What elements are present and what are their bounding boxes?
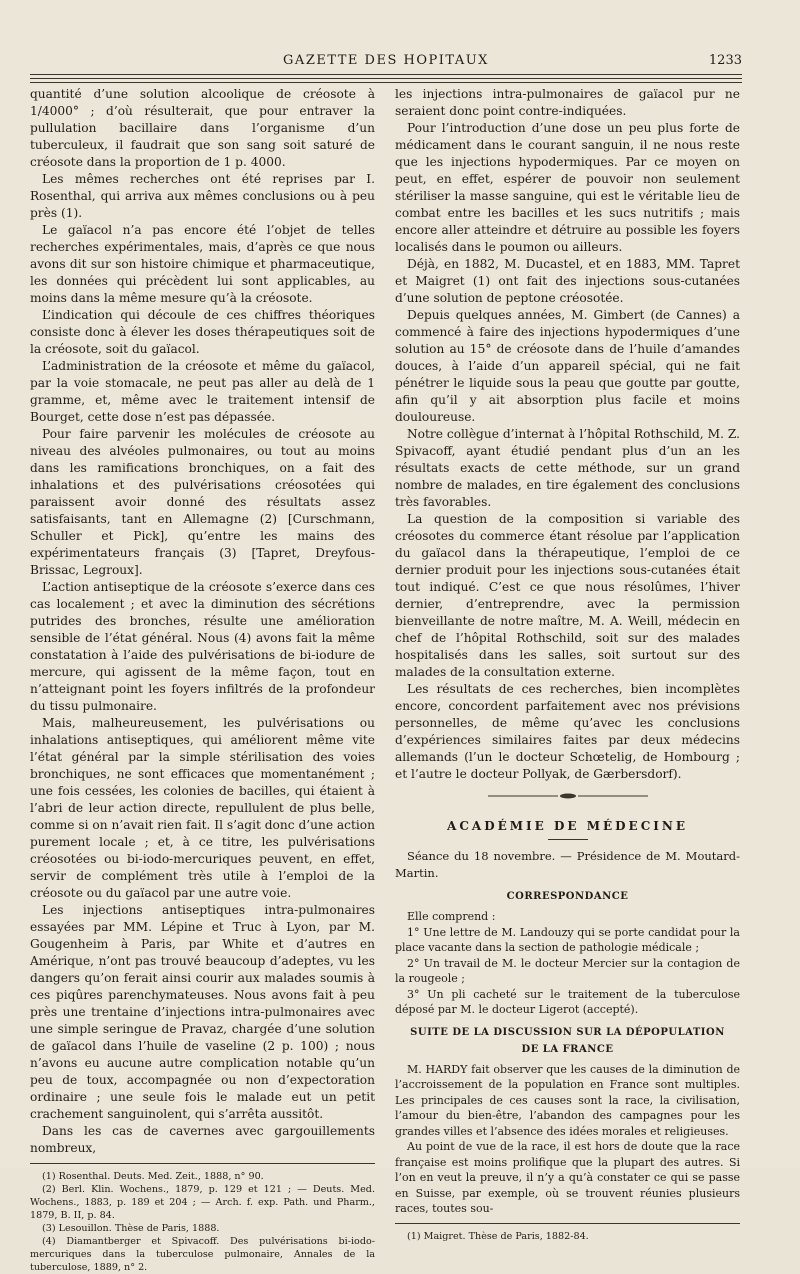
paragraph: M. HARDY fait observer que les causes de la diminution de l’accroissement de la population en France sont multiples. Les principales de ces causes sont la race, la civilisation, l’amour du bien-être, l’abandon des campagnes pour les grandes villes et l’absence des idées morales et religieuses. <box>395 1062 740 1138</box>
page-header <box>30 50 742 72</box>
paragraph: Les mêmes recherches ont été reprises par I. Rosenthal, qui arriva aux mêmes conclusions ou à peu près (1). <box>30 172 375 220</box>
paragraph: Notre collègue d’internat à l’hôpital Rothschild, M. Z. Spivacoff, ayant étudié pendant plus d’un an les résultats exacts de cette méthode, sur un grand nombre de malades, en tire également des conclusions très favorables. <box>395 427 740 509</box>
paragraph: Au point de vue de la race, il est hors de doute que la race française est moins prolifique que la plupart des autres. Si l’on en veut la preuve, il n’y a qu’à constater ce qui se passe en Suisse, par exemple, où se trouvent réunies plusieurs races, toutes sou- <box>395 1140 740 1215</box>
section-title: ACADÉMIE DE MÉDECINE <box>447 819 688 833</box>
journal-title: GAZETTE DES HOPITAUX <box>283 53 489 68</box>
paragraph: Depuis quelques années, M. Gimbert (de Cannes) a commencé à faire des injections hypodermiques d’une solution au 15° de créosote dans de l’huile d’amandes douces, à l’aide d’un appareil spécial, qui ne fait pénétrer le liquide sous la peau que goutte par goutte, afin qu’il y ait absorption plus facile et moins douloureuse. <box>395 308 740 424</box>
short-rule <box>548 839 588 840</box>
paragraph: L’administration de la créosote et même du gaïacol, par la voie stomacale, ne peut pas aller au delà de 1 gramme, et, même avec le traitement intensif de Bourget, cette dose n’est pas dépassée. <box>30 359 375 424</box>
header-rule <box>30 74 742 75</box>
subsection-title: DE LA FRANCE <box>521 1043 614 1055</box>
paragraph: 3° Un pli cacheté sur le traitement de la tuberculose déposé par M. le docteur Ligerot (accepté). <box>395 987 740 1016</box>
paragraph: les injections intra-pulmonaires de gaïacol pur ne seraient donc point contre-indiquées. <box>395 87 740 118</box>
paragraph: Elle comprend : <box>407 910 496 923</box>
paragraph: Les injections antiseptiques intra-pulmonaires essayées par MM. Lépine et Truc à Lyon, par M. Gougenheim à Paris, par White et d’autres en Amérique, n’ont pas trouvé beaucoup d’adeptes, vu les dangers qu’on ferait ainsi courir aux malades soumis à ces piqûres parenchymateuses. Nous avons fait à peu près une trentaine d’injections intra-pulmonaires avec une simple seringue de Pravaz, chargée d’une solution de gaïacol dans l’huile de vaseline (2 p. 100) ; nous n’avons eu aucune autre complication notable qu’un peu de toux, accompagnée ou non d’expectoration ordinaire ; une seule fois le malade eut un petit crachement sanguinolent, qui s’arrêta aussitôt. <box>30 903 375 1121</box>
footnote: (1) Maigret. Thèse de Paris, 1882-84. <box>407 1230 589 1242</box>
subsection-title: SUITE DE LA DISCUSSION SUR LA DÉPOPULATION <box>410 1026 725 1038</box>
session-line: Séance du 18 novembre. — Présidence de M. Moutard-Martin. <box>395 849 740 880</box>
subsection-title: CORRESPONDANCE <box>506 891 629 902</box>
paragraph: Mais, malheureusement, les pulvérisations ou inhalations antiseptiques, qui améliorent même vite l’état général par la simple stérilisation des voies bronchiques, ne sont efficaces que momentanément ; une fois cessées, les colonies de bacilles, qui étaient à l’abri de leur action directe, repullulent de plus belle, comme si on n’avait rien fait. Il s’agit donc d’une action purement locale ; et, à ce titre, les pulvérisations créosotées ou bi-iodo-mercuriques peuvent, en effet, servir de complément très utile à l’emploi de la créosote ou du gaïacol par une autre voie. <box>30 716 375 900</box>
paragraph: Le gaïacol n’a pas encore été l’objet de telles recherches expérimentales, mais, d’après ce que nous avons dit sur son histoire chimique et pharmaceutique, les données qui précèdent lui sont applicables, au moins dans la même mesure qu’à la créosote. <box>30 223 375 305</box>
paragraph: L’action antiseptique de la créosote s’exerce dans ces cas localement ; et avec la diminution des sécrétions putrides des bronches, résulte une amélioration sensible de l’état général. Nous (4) avons fait la même constatation à l’aide des pulvérisations de bi-iodure de mercure, qui agissent de la même façon, tout en n’atteignant point les foyers infiltrés de la profondeur du tissu pulmonaire. <box>30 580 375 713</box>
section-separator <box>395 789 740 806</box>
paragraph: La question de la composition si variable des créosotes du commerce étant résolue par l’application du gaïacol dans la thérapeutique, l’emploi de ce dernier produit pour les injections sous-cutanées était tout indiqué. C’est ce que nous résolûmes, l’hiver dernier, d’entreprendre, avec la permission bienveillante de notre maître, M. A. Weill, médecin en chef de l’hôpital Rothschild, soit sur des malades hospitalisés dans les salles, soit surtout sur des malades de la consultation externe. <box>395 512 740 679</box>
paragraph: Déjà, en 1882, M. Ducastel, et en 1883, MM. Tapret et Maigret (1) ont fait des injections sous-cutanées d’une solution de peptone créosotée. <box>395 257 740 305</box>
footnote: (2) Berl. Klin. Wochens., 1879, p. 129 et 121 ; — Deuts. Med. Wochens., 1883, p. 189 et 204 ; — Arch. f. exp. Path. und Pharm., 1879, B. II, p. 84. <box>30 1184 375 1221</box>
paragraph: L’indication qui découle de ces chiffres théoriques consiste donc à élever les doses thérapeutiques soit de la créosote, soit du gaïacol. <box>30 308 375 356</box>
footnote: (3) Lesouillon. Thèse de Paris, 1888. <box>42 1223 220 1234</box>
left-column <box>30 86 375 1274</box>
paragraph: Pour l’introduction d’une dose un peu plus forte de médicament dans le courant sanguin, il ne nous reste que les injections hypodermiques. Par ce moyen on peut, en effet, espérer de pouvoir non seulement stériliser la masse sanguine, qui est le véritable lieu de combat entre les bacilles et les sucs nutritifs ; mais encore aller atteindre et détruire au possible les foyers localisés dans le poumon ou ailleurs. <box>395 121 740 254</box>
page-number: 1233 <box>708 53 742 68</box>
right-column <box>395 86 740 1243</box>
paragraph: 2° Un travail de M. le docteur Mercier sur la contagion de la rougeole ; <box>395 956 740 985</box>
footnote-rule <box>395 1223 740 1224</box>
correspondance-block <box>395 909 740 1018</box>
paragraph: 1° Une lettre de M. Landouzy qui se porte candidat pour la place vacante dans la section de pathologie médicale ; <box>395 925 740 954</box>
header-rule <box>30 82 742 83</box>
header-rule <box>30 78 742 79</box>
paragraph: Dans les cas de cavernes avec gargouillements nombreux, <box>30 1124 375 1155</box>
paragraph: quantité d’une solution alcoolique de créosote à 1/4000° ; d’où résulterait, que pour entraver la pullulation bacillaire dans l’organisme d’un tuberculeux, il faudrait que son sang soit saturé de créosote dans la proportion de 1 p. 4000. <box>30 87 375 169</box>
paragraph: Les résultats de ces recherches, bien incomplètes encore, concordent parfaitement avec nos prévisions personnelles, de même qu’avec les conclusions d’expériences similaires faites par deux médecins allemands (l’un le docteur Schœtelig, de Hombourg ; et l’autre le docteur Pollyak, de Gærbersdorf). <box>395 682 740 781</box>
footnote: (4) Diamantberger et Spivacoff. Des pulvérisations bi-iodo-mercuriques dans la tuberculose pulmonaire, Annales de la tuberculose, 1889, n° 2. <box>30 1236 375 1273</box>
footnote: (1) Rosenthal. Deuts. Med. Zeit., 1888, n° 90. <box>42 1171 264 1182</box>
discussion-block <box>395 1062 740 1217</box>
paragraph: Pour faire parvenir les molécules de créosote au niveau des alvéoles pulmonaires, ou tout au moins dans les ramifications bronchiques, on a fait des inhalations et des pulvérisations créosotées qui paraissent avoir donné des résultats assez satisfaisants, tant en Allemagne (2) [Curschmann, Schuller et Pick], qu’entre les mains des expérimentateurs français (3) [Tapret, Dreyfous-Brissac, Legroux]. <box>30 427 375 577</box>
ornament-rule-icon <box>488 792 648 800</box>
footnote-rule <box>30 1163 375 1164</box>
